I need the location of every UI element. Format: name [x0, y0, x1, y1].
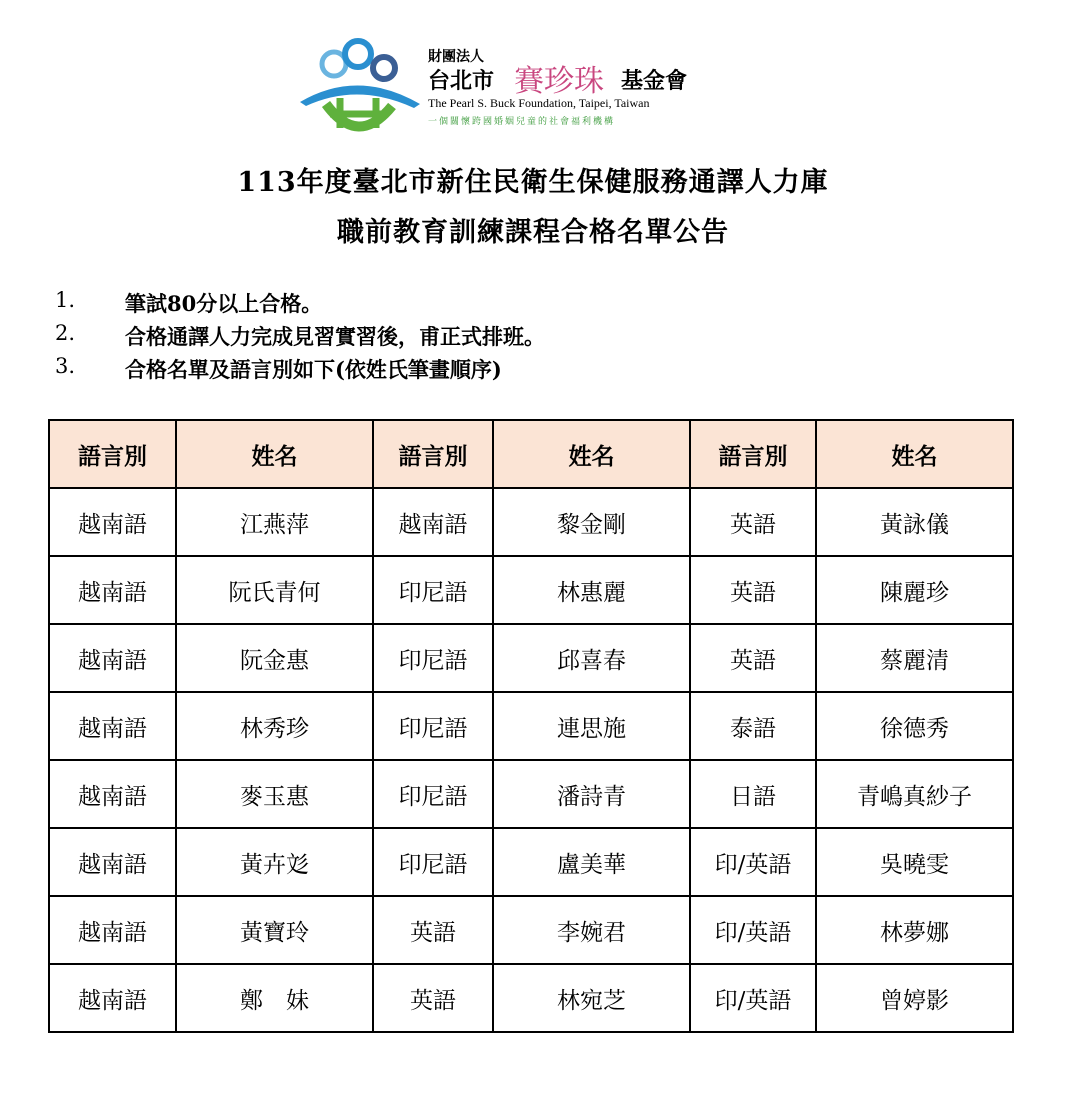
table-row [49, 828, 1013, 896]
note-item [55, 321, 545, 354]
language-cell: 印/英語 [690, 896, 816, 964]
language-cell: 越南語 [49, 624, 176, 692]
name-cell: 青嶋真紗子 [816, 760, 1013, 828]
language-cell: 泰語 [690, 692, 816, 760]
name-cell: 黃詠儀 [816, 488, 1013, 556]
logo-emblem-icon [296, 38, 426, 136]
language-cell: 印尼語 [373, 624, 493, 692]
note-text: 合格通譯人力完成見習實習後，甫正式排班。 [125, 324, 545, 349]
header-language: 語言別 [49, 420, 176, 488]
language-cell: 印/英語 [690, 828, 816, 896]
table-row [49, 624, 1013, 692]
note-text: 筆試80分以上合格。 [125, 291, 323, 316]
logo-english: The Pearl S. Buck Foundation, Taipei, Taiwan [428, 96, 650, 110]
language-cell: 越南語 [49, 488, 176, 556]
language-cell: 英語 [690, 624, 816, 692]
note-number: 1. [55, 288, 76, 312]
name-cell: 江燕萍 [176, 488, 373, 556]
name-cell: 徐德秀 [816, 692, 1013, 760]
name-cell: 麥玉惠 [176, 760, 373, 828]
header-name: 姓名 [816, 420, 1013, 488]
name-cell: 連思施 [493, 692, 690, 760]
notes-list [55, 288, 545, 387]
foundation-logo [296, 38, 706, 136]
logo-city: 台北市 [428, 69, 495, 94]
name-cell: 曾婷影 [816, 964, 1013, 1032]
language-cell: 越南語 [49, 828, 176, 896]
table-row [49, 760, 1013, 828]
language-cell: 印尼語 [373, 692, 493, 760]
language-cell: 印尼語 [373, 556, 493, 624]
name-cell: 黃卉彣 [176, 828, 373, 896]
logo-slogan: 一個關懷跨國婚姻兒童的社會福利機構 [428, 117, 616, 127]
language-cell: 印尼語 [373, 828, 493, 896]
table-row [49, 556, 1013, 624]
name-cell: 鄭 妹 [176, 964, 373, 1032]
name-cell: 邱喜春 [493, 624, 690, 692]
note-number: 3. [55, 354, 76, 378]
name-cell: 阮氏青何 [176, 556, 373, 624]
name-cell: 吳曉雯 [816, 828, 1013, 896]
table-row [49, 964, 1013, 1032]
name-cell: 林夢娜 [816, 896, 1013, 964]
note-item [55, 354, 545, 387]
header-language: 語言別 [690, 420, 816, 488]
language-cell: 越南語 [49, 964, 176, 1032]
language-cell: 越南語 [49, 692, 176, 760]
name-cell: 李婉君 [493, 896, 690, 964]
logo-foundation: 基金會 [621, 69, 688, 94]
name-cell: 蔡麗清 [816, 624, 1013, 692]
note-text: 合格名單及語言別如下(依姓氏筆畫順序) [125, 357, 502, 382]
language-cell: 英語 [373, 896, 493, 964]
name-cell: 林秀珍 [176, 692, 373, 760]
logo-line1: 財團法人 [428, 49, 484, 65]
header-name: 姓名 [493, 420, 690, 488]
language-cell: 英語 [373, 964, 493, 1032]
page-subtitle: 職前教育訓練課程合格名單公告 [337, 217, 729, 248]
table-row [49, 692, 1013, 760]
language-cell: 越南語 [373, 488, 493, 556]
name-cell: 林惠麗 [493, 556, 690, 624]
name-cell: 黎金剛 [493, 488, 690, 556]
name-cell: 阮金惠 [176, 624, 373, 692]
language-cell: 英語 [690, 488, 816, 556]
note-number: 2. [55, 321, 76, 345]
name-cell: 陳麗珍 [816, 556, 1013, 624]
logo-name: 賽珍珠 [514, 64, 604, 99]
table-row [49, 896, 1013, 964]
name-cell: 黃寶玲 [176, 896, 373, 964]
language-cell: 印/英語 [690, 964, 816, 1032]
name-cell: 盧美華 [493, 828, 690, 896]
header-name: 姓名 [176, 420, 373, 488]
language-cell: 越南語 [49, 556, 176, 624]
language-cell: 越南語 [49, 896, 176, 964]
table-header-row [49, 420, 1013, 488]
name-cell: 潘詩青 [493, 760, 690, 828]
note-item [55, 288, 545, 321]
name-cell: 林宛芝 [493, 964, 690, 1032]
language-cell: 印尼語 [373, 760, 493, 828]
language-cell: 英語 [690, 556, 816, 624]
language-cell: 日語 [690, 760, 816, 828]
qualified-list-table [48, 419, 1014, 1033]
language-cell: 越南語 [49, 760, 176, 828]
header-language: 語言別 [373, 420, 493, 488]
page-title: 113年度臺北市新住民衛生保健服務通譯人力庫 [237, 167, 829, 198]
table-row [49, 488, 1013, 556]
